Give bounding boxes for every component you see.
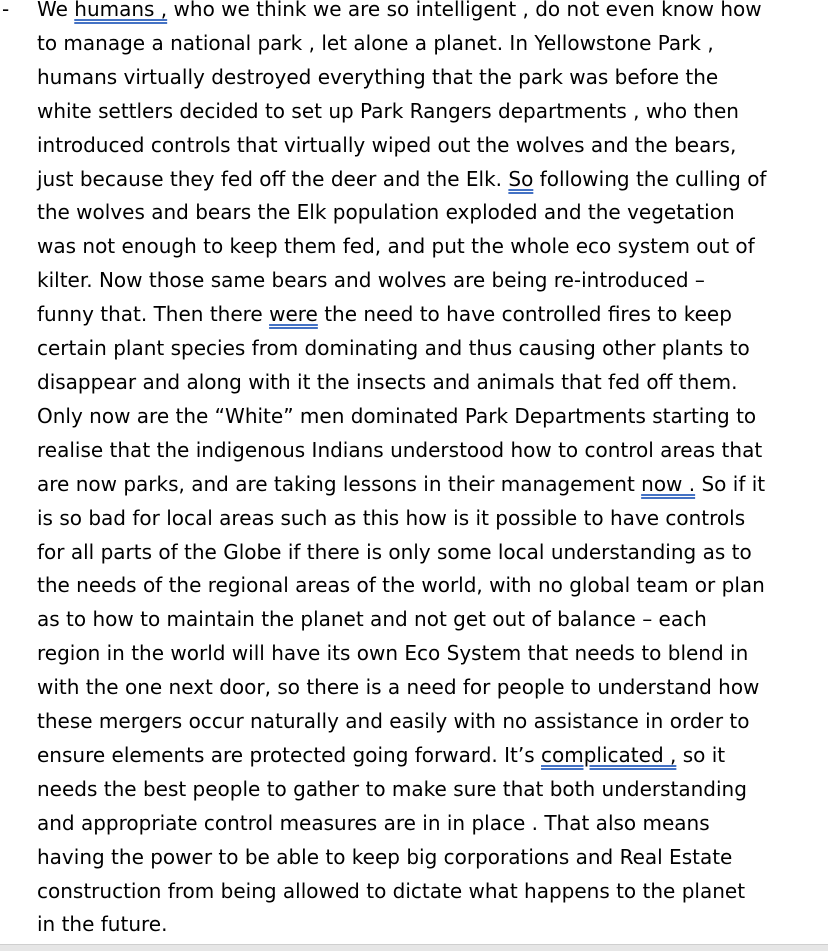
text-line	[37, 264, 817, 298]
text-line	[37, 536, 817, 570]
text-line	[37, 908, 817, 942]
text-line	[37, 637, 817, 671]
text-line	[37, 366, 817, 400]
text-line	[37, 875, 817, 909]
text-run: region in the world will have its own Eco System that needs to blend in	[37, 641, 749, 666]
text-run: are now parks, and are taking lessons in their management	[37, 471, 642, 496]
text-run: humans virtually destroyed everything that the park was before the	[37, 64, 719, 89]
text-run: with the one next door, so there is a need for people to understand how	[37, 675, 760, 700]
grammar-suggestion: were	[269, 302, 318, 327]
text-run: and appropriate control measures are in in place . That also means	[37, 810, 710, 835]
text-run: certain plant species from dominating and thus causing other plants to	[37, 336, 750, 361]
text-run: was not enough to keep them fed, and put the whole eco system out of	[37, 234, 755, 259]
text-run: Only now are the “White” men dominated Park Departments starting to	[37, 403, 757, 428]
text-run: disappear and along with it the insects and animals that fed off them.	[37, 369, 738, 394]
text-line	[37, 468, 817, 502]
text-run: white settlers decided to set up Park Rangers departments , who then	[37, 98, 739, 123]
grammar-suggestion: now .	[641, 471, 696, 496]
text-run: kilter. Now those same bears and wolves are being re-introduced –	[37, 268, 705, 293]
text-line	[37, 705, 817, 739]
text-line	[37, 27, 817, 61]
grammar-suggestion: humans ,	[74, 0, 168, 21]
text-run: following the culling of	[533, 166, 767, 191]
grammar-suggestion: So	[508, 166, 534, 191]
text-run: ensure elements are protected going forward. It’s	[37, 742, 542, 767]
text-run: just because they fed off the deer and the Elk.	[37, 166, 509, 191]
text-line	[37, 773, 817, 807]
text-line	[37, 841, 817, 875]
text-run: construction from being allowed to dictate what happens to the planet	[37, 878, 746, 903]
text-line	[37, 400, 817, 434]
text-run: the need to have controlled fires to keep	[317, 302, 732, 327]
text-line	[37, 332, 817, 366]
text-run: who we think we are so intelligent , do not even know how	[167, 0, 762, 21]
text-run: We	[37, 0, 75, 21]
text-line	[37, 196, 817, 230]
text-line	[37, 569, 817, 603]
text-line	[37, 603, 817, 637]
text-run: needs the best people to gather to make sure that both understanding	[37, 776, 747, 801]
text-run: the needs of the regional areas of the world, with no global team or plan	[37, 573, 765, 598]
text-run: so it	[676, 742, 726, 767]
text-line	[37, 230, 817, 264]
text-line	[37, 434, 817, 468]
list-bullet: -	[2, 0, 10, 21]
text-run: realise that the indigenous Indians understood how to control areas that	[37, 437, 763, 462]
text-run: these mergers occur naturally and easily with no assistance in order to	[37, 709, 750, 734]
text-line	[37, 61, 817, 95]
grammar-suggestion: complicated ,	[541, 742, 677, 767]
text-run: So if it	[695, 471, 766, 496]
text-run: to manage a national park , let alone a planet. In Yellowstone Park ,	[37, 30, 714, 55]
text-line	[37, 163, 817, 197]
text-run: funny that. Then there	[37, 302, 270, 327]
text-run: having the power to be able to keep big corporations and Real Estate	[37, 844, 733, 869]
text-line	[37, 0, 817, 27]
text-line	[37, 129, 817, 163]
text-run: the wolves and bears the Elk population exploded and the vegetation	[37, 200, 735, 225]
text-line	[37, 298, 817, 332]
text-run: as to how to maintain the planet and not get out of balance – each	[37, 607, 707, 632]
text-run: in the future.	[37, 912, 168, 937]
text-run: is so bad for local areas such as this how is it possible to have controls	[37, 505, 746, 530]
text-line	[37, 95, 817, 129]
text-line	[37, 807, 817, 841]
text-run: introduced controls that virtually wiped out the wolves and the bears,	[37, 132, 737, 157]
text-line	[37, 502, 817, 536]
paragraph[interactable]	[37, 0, 817, 942]
text-line	[37, 671, 817, 705]
text-run: for all parts of the Globe if there is only some local understanding as to	[37, 539, 752, 564]
text-line	[37, 739, 817, 773]
